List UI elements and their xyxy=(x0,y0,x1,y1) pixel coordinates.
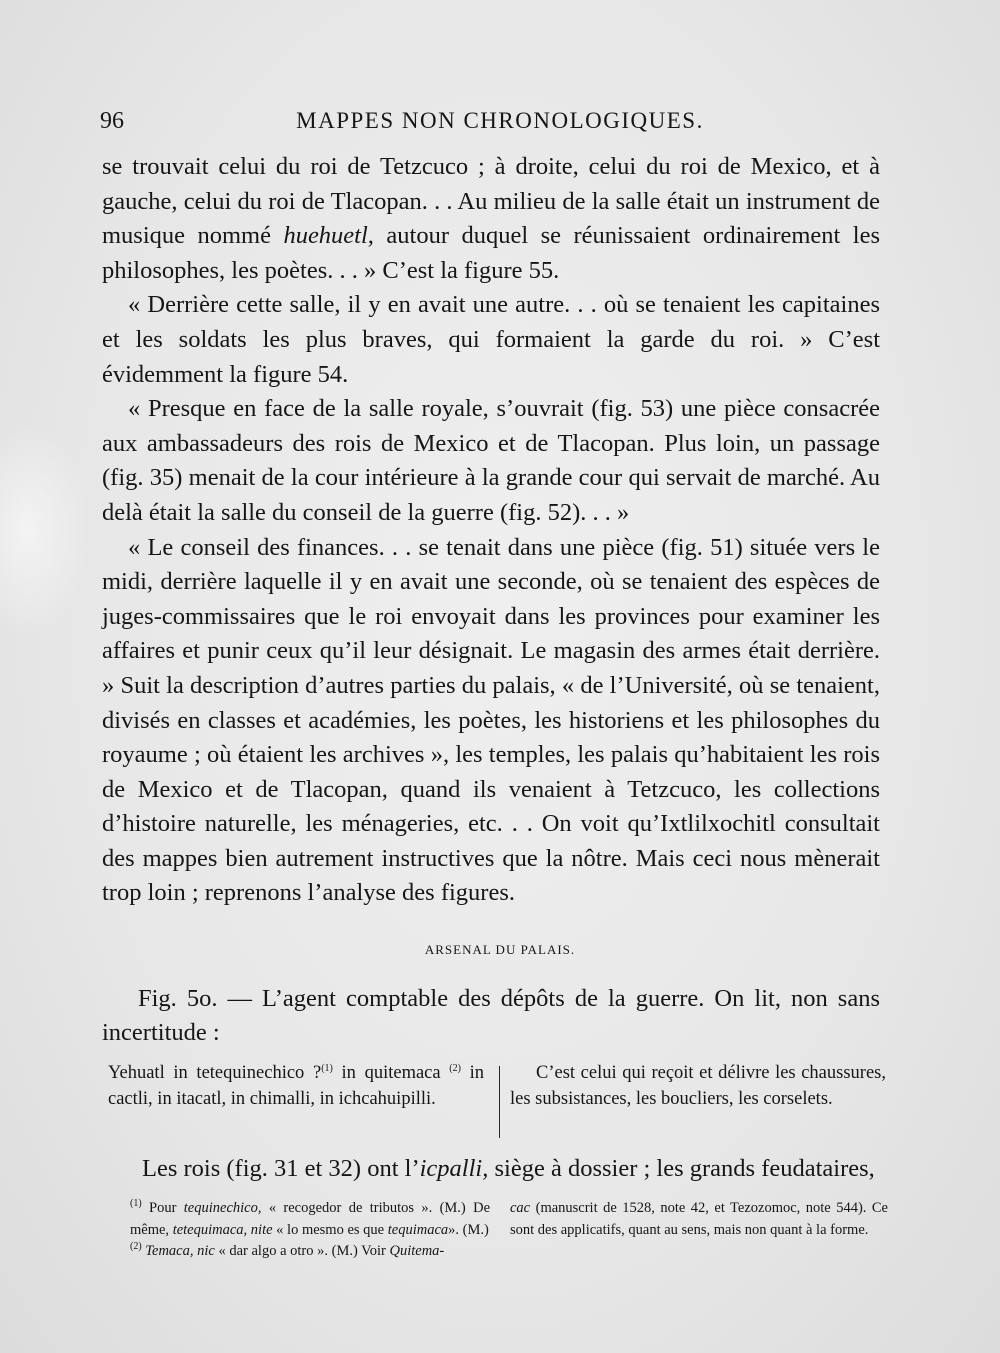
term-huehuetl: huehuetl, xyxy=(283,222,374,250)
two-column-transcription xyxy=(102,1060,886,1138)
running-title: MAPPES NON CHRONOLOGIQUES. xyxy=(296,108,704,133)
term-icpalli: icpalli, xyxy=(419,1155,489,1182)
closing-paragraph: Les rois (fig. 31 et 32) ont l’icpalli, siège à dossier ; les grands feudataires, xyxy=(142,1155,875,1182)
footnote-ref-1: (1) xyxy=(321,1062,333,1074)
french-translation: C’est celui qui reçoit et délivre les chaussures, les subsistances, les boucliers, les corselets. xyxy=(510,1063,886,1109)
figure-entry: Fig. 5o. — L’agent comptable des dépôts de la guerre. On lit, non sans incertitude : xyxy=(102,985,880,1046)
column-divider xyxy=(499,1066,500,1138)
paragraph-3: « Presque en face de la salle royale, s’ouvrait (fig. 53) une pièce consacrée aux ambassadeurs des rois de Mexico et de Tlacopan. Plus loin, un passage (fig. 35) menait de la cour intérieure à la grande cour qui servait de marché. Au delà était la salle du conseil de la guerre (fig. 52). . . » xyxy=(102,395,880,526)
nahuatl-text: Yehuatl in tetequinechico ?$^{(1)}$ in quitemaca $^{(2)}$ in cactli, in itacatl, in chimalli, in ichcahuipilli. xyxy=(108,1062,485,1109)
paper-stain xyxy=(0,420,90,640)
page-header xyxy=(100,108,900,144)
main-text xyxy=(102,150,880,911)
paragraph-1: se trouvait celui du roi de Tetzcuco ; à droite, celui du roi de Mexico, et à gauche, celui du roi de Tlacopan. . . Au milieu de la salle était un instrument de musique nommé huehuetl, autour duquel se réunissaient ordinairement les philosophes, les poètes. . . » C’est la figure 55. xyxy=(102,153,881,284)
section-heading: ARSENAL DU PALAIS. xyxy=(424,942,576,957)
footnote-ref-2: (2) xyxy=(449,1062,461,1074)
paragraph-2: « Derrière cette salle, il y en avait une autre. . . où se tenaient les capitaines et les soldats les plus braves, qui formaient la garde du roi. » C’est évidemment la figure 54. xyxy=(102,291,880,388)
footnotes-right xyxy=(510,1198,888,1241)
paragraph-4: « Le conseil des finances. . . se tenait dans une pièce (fig. 51) située vers le midi, derrière laquelle il y en avait une seconde, où se tenaient des espèces de juges-commissaires que le roi envoyait dans les provinces pour examiner les affaires et punir ceux qu’il leur désignait. Le magasin des armes était derrière. » Suit la description d’autres parties du palais, « de l’Université, où se tenaient, divisés en classes et académies, les poètes, les historiens et les philosophes du royaume ; où étaient les archives », les temples, les palais qu’habitaient les rois de Mexico et de Tlacopan, quand ils venaient à Tetzcuco, les collections d’histoire naturelle, les ménageries, etc. . . On voit qu’Ixtlilxochitl consultait des mappes bien autrement instructives que la nôtre. Mais ceci nous mènerait trop loin ; reprenons l’analyse des figures. xyxy=(102,533,880,907)
page-number: 96 xyxy=(100,108,124,134)
footnotes-left xyxy=(130,1198,490,1263)
footnote-1: $^{(1)}$ Pour tequinechico, « recogedor de tributos ». (M.) De même, tetequimaca, nite « lo mesmo es que tequimaca». (M.) xyxy=(130,1198,491,1238)
footnote-2-continued: cac (manuscrit de 1528, note 42, et Tezozomoc, note 544). Ce sont des applicatifs, quant au sens, mais non quant à la forme. xyxy=(510,1200,888,1238)
footnote-2: $^{(2)}$ Temaca, nic « dar algo a otro ». (M.) Voir Quitema- xyxy=(130,1241,445,1259)
